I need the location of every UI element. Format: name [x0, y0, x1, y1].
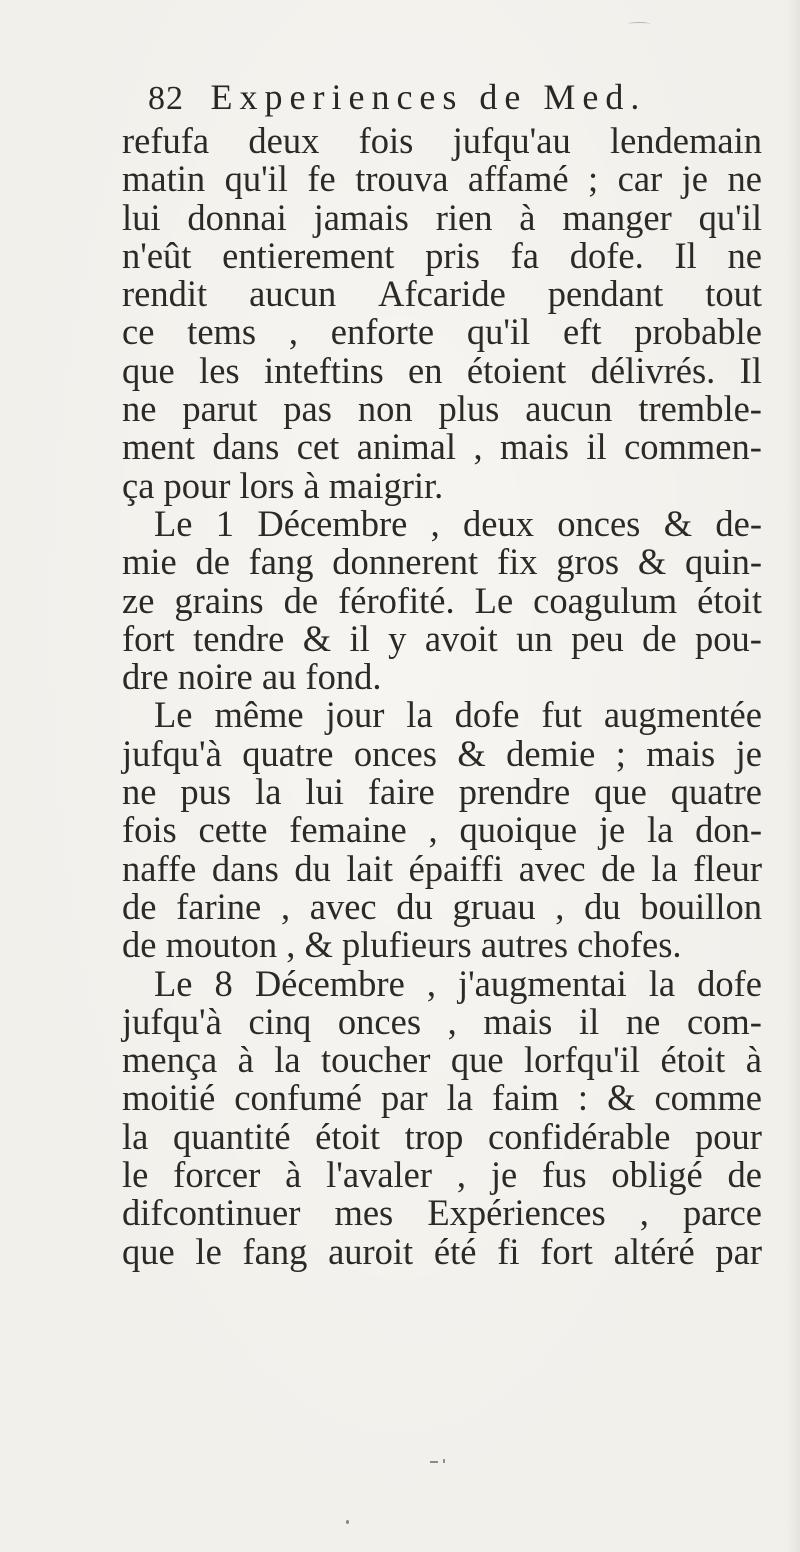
- word: donnerent: [332, 541, 479, 583]
- word: gruau: [452, 885, 536, 927]
- word: été: [433, 1230, 477, 1272]
- word: faim: [491, 1077, 559, 1119]
- word: de: [601, 847, 636, 889]
- word: tems: [187, 311, 257, 353]
- word: épaiffi: [408, 847, 504, 889]
- word: jour: [325, 694, 385, 736]
- word: toucher: [321, 1039, 431, 1081]
- word: rien: [435, 196, 493, 238]
- text-line: [122, 1115, 762, 1157]
- word: un: [516, 617, 553, 659]
- word: les: [199, 349, 240, 391]
- word: fois: [358, 120, 414, 161]
- word: pour: [695, 1115, 762, 1157]
- word: dofe: [697, 962, 762, 1004]
- word: la: [122, 1115, 149, 1157]
- word: tendre: [193, 617, 285, 659]
- word: pendant: [547, 273, 664, 315]
- word: confidérable: [488, 1115, 671, 1157]
- word: quatre: [670, 771, 762, 813]
- word: altéré: [613, 1230, 695, 1272]
- word: augmentée: [603, 694, 762, 736]
- word: jufqu'à: [122, 1000, 222, 1042]
- word: gros: [556, 541, 620, 583]
- text-line: [122, 1230, 762, 1272]
- word: ,: [447, 1000, 457, 1042]
- word: entierement: [222, 234, 395, 276]
- word: Le: [154, 502, 193, 544]
- word: pris: [425, 234, 480, 276]
- word: ne: [122, 771, 157, 813]
- word: de: [122, 885, 157, 927]
- word: onces: [353, 732, 437, 774]
- word: étoit: [697, 579, 762, 621]
- word: &: [663, 502, 693, 544]
- text-line: [122, 847, 762, 889]
- text-line: de mouton , & plufieurs autres chofes.: [122, 924, 682, 966]
- word: la: [255, 771, 282, 813]
- word: fort: [540, 1230, 593, 1272]
- word: trouva: [355, 158, 449, 200]
- word: avoit: [424, 617, 498, 659]
- body-text: [122, 122, 762, 1271]
- word: donnai: [187, 196, 287, 238]
- paragraph-start-line: [122, 696, 762, 734]
- word: eft: [563, 311, 602, 353]
- word: commen-: [624, 426, 762, 468]
- word: ,: [428, 809, 438, 851]
- word: fe: [307, 158, 336, 200]
- text-line: [122, 811, 762, 849]
- word: Le: [474, 579, 514, 621]
- word: car: [617, 158, 663, 200]
- text-line: [122, 543, 762, 581]
- word: ,: [280, 885, 291, 927]
- word: comme: [654, 1077, 762, 1119]
- word: du: [396, 885, 433, 927]
- word: onces: [337, 1000, 422, 1042]
- word: à: [519, 196, 536, 238]
- word: don-: [695, 809, 762, 851]
- word: Décembre: [254, 962, 405, 1004]
- word: y: [388, 617, 407, 659]
- word: il: [586, 426, 607, 468]
- word: coagulum: [533, 579, 678, 621]
- text-line: [122, 885, 762, 927]
- word: probable: [634, 311, 762, 353]
- word: mais: [500, 426, 569, 468]
- word: étoient: [466, 349, 567, 391]
- word: enforte: [330, 311, 435, 353]
- word: qu'il: [224, 158, 288, 200]
- word: cet: [296, 426, 340, 468]
- word: cette: [198, 809, 268, 851]
- text-line: [122, 313, 762, 351]
- word: dofe.: [569, 234, 644, 276]
- word: fi: [497, 1230, 520, 1272]
- word: délivrés.: [590, 349, 716, 391]
- text-line: [122, 732, 762, 774]
- word: par: [381, 1077, 428, 1119]
- text-line: ça pour lors à maigrir.: [122, 464, 444, 506]
- word: rendit: [122, 273, 208, 315]
- word: obligé: [611, 1154, 703, 1196]
- word: il: [349, 617, 370, 659]
- word: qu'il: [698, 196, 762, 238]
- word: je: [735, 732, 762, 774]
- word: ;: [588, 158, 599, 200]
- word: ,: [639, 1192, 649, 1234]
- word: la: [406, 694, 433, 736]
- word: ne: [625, 1000, 661, 1042]
- word: manger: [562, 196, 672, 238]
- word: même: [214, 694, 304, 736]
- word: faire: [367, 771, 435, 813]
- word: la: [648, 962, 676, 1004]
- word: à: [285, 1154, 302, 1196]
- word: que: [594, 771, 647, 813]
- word: mes: [334, 1192, 394, 1234]
- ink-mark: [428, 1458, 452, 1464]
- word: aucun: [525, 388, 613, 430]
- word: Décembre: [257, 502, 408, 544]
- page-number: 82: [148, 80, 184, 117]
- word: :: [577, 1077, 589, 1119]
- word: com-: [686, 1000, 762, 1042]
- word: parut: [182, 388, 258, 430]
- word: ,: [456, 1154, 466, 1196]
- page-edge-shadow: [786, 0, 800, 1552]
- word: que: [122, 1230, 175, 1272]
- word: tremble-: [638, 388, 762, 430]
- word: aucun: [249, 273, 337, 315]
- word: jufqu'à: [122, 732, 222, 774]
- word: j'augmentai: [457, 962, 627, 1004]
- text-line: [122, 275, 762, 313]
- word: deux: [463, 502, 534, 544]
- word: avec: [309, 885, 377, 927]
- word: ne: [122, 388, 157, 430]
- word: jufqu'au: [452, 120, 571, 161]
- word: auroit: [328, 1230, 414, 1272]
- text-line: [122, 349, 762, 391]
- word: bouillon: [640, 885, 762, 927]
- text-line: [122, 390, 762, 428]
- text-line: dre noire au fond.: [122, 656, 382, 698]
- running-title: Experiences de Med.: [210, 77, 647, 117]
- word: mais: [646, 732, 716, 774]
- word: fus: [541, 1154, 587, 1196]
- word: onces: [557, 502, 641, 544]
- word: de: [283, 579, 319, 621]
- text-line: [122, 579, 762, 621]
- paragraph-start-line: [122, 502, 762, 544]
- word: de-: [715, 502, 762, 544]
- word: je: [490, 1154, 518, 1196]
- word: jamais: [313, 196, 409, 238]
- word: prendre: [458, 771, 571, 813]
- word: étoit: [660, 1039, 726, 1081]
- word: pas: [283, 388, 332, 430]
- text-line: [122, 617, 762, 659]
- word: en: [408, 349, 443, 391]
- text-line: [122, 428, 762, 466]
- paper-speck: [628, 22, 650, 26]
- word: fa: [510, 234, 540, 276]
- word: ment: [122, 426, 195, 468]
- word: quoique: [459, 809, 578, 851]
- word: n'eût: [122, 234, 192, 276]
- word: Le: [154, 962, 193, 1004]
- word: demie: [506, 732, 596, 774]
- word: &: [302, 617, 332, 659]
- word: qu'il: [466, 311, 531, 353]
- text-line: [122, 1041, 762, 1079]
- word: quantité: [172, 1115, 291, 1157]
- word: dofe: [454, 694, 520, 736]
- word: à: [745, 1039, 762, 1081]
- word: Expériences: [427, 1192, 606, 1234]
- word: &: [607, 1077, 636, 1119]
- word: 8: [214, 962, 233, 1004]
- word: lendemain: [609, 120, 762, 161]
- word: fang: [248, 541, 314, 583]
- word: lui: [305, 771, 344, 813]
- word: ,: [555, 885, 565, 927]
- paragraph-start-line: [122, 962, 762, 1004]
- word: je: [598, 809, 626, 851]
- word: deux: [248, 120, 320, 161]
- word: à: [237, 1039, 254, 1081]
- word: moitié: [122, 1077, 216, 1119]
- word: étoit: [315, 1115, 381, 1157]
- word: ne: [727, 234, 762, 276]
- word: ce: [122, 311, 155, 353]
- word: fort: [122, 617, 175, 659]
- running-head: [148, 74, 748, 120]
- word: ,: [426, 962, 436, 1004]
- word: de: [642, 617, 677, 659]
- word: inteftins: [264, 349, 384, 391]
- word: peu: [571, 617, 624, 659]
- word: mença: [122, 1039, 218, 1081]
- word: la: [274, 1039, 301, 1081]
- word: la: [646, 809, 674, 851]
- word: lait: [346, 847, 394, 889]
- word: grains: [174, 579, 264, 621]
- paper-speck: [346, 1520, 349, 1524]
- text-line: [122, 1156, 762, 1194]
- word: naffe: [122, 847, 197, 889]
- word: quin-: [684, 541, 762, 583]
- word: affamé: [467, 158, 569, 200]
- word: du: [294, 847, 331, 889]
- word: ze: [122, 579, 155, 621]
- word: trop: [404, 1115, 464, 1157]
- word: cinq: [248, 1000, 312, 1042]
- word: quatre: [242, 732, 334, 774]
- word: la: [446, 1077, 473, 1119]
- word: le: [122, 1154, 149, 1196]
- word: forcer: [173, 1154, 261, 1196]
- text-line: [122, 196, 762, 238]
- text-line: [122, 1079, 762, 1117]
- word: de: [727, 1154, 762, 1196]
- text-line: [122, 122, 762, 160]
- word: férofité.: [338, 579, 455, 621]
- word: avec: [518, 847, 586, 889]
- word: par: [715, 1230, 762, 1272]
- word: du: [584, 885, 621, 927]
- word: que: [450, 1039, 504, 1081]
- word: femaine: [289, 809, 407, 851]
- word: pus: [180, 771, 232, 813]
- word: fut: [541, 694, 582, 736]
- word: &: [637, 541, 667, 583]
- text-line: [122, 1000, 762, 1042]
- word: 1: [215, 502, 235, 544]
- word: fix: [496, 541, 538, 583]
- word: refufa: [122, 120, 210, 161]
- word: Le: [154, 694, 193, 736]
- word: confumé: [234, 1077, 362, 1119]
- word: ,: [288, 311, 298, 353]
- word: Il: [739, 349, 762, 391]
- word: je: [681, 158, 708, 200]
- word: tout: [705, 273, 762, 315]
- word: la: [651, 847, 678, 889]
- word: parce: [682, 1192, 762, 1234]
- word: Il: [674, 234, 697, 276]
- text-line: [122, 773, 762, 811]
- word: le: [195, 1230, 222, 1272]
- word: ,: [430, 502, 440, 544]
- word: pou-: [695, 617, 762, 659]
- word: fang: [242, 1230, 308, 1272]
- word: plus: [438, 388, 500, 430]
- word: il: [578, 1000, 600, 1042]
- word: matin: [122, 158, 206, 200]
- word: difcontinuer: [122, 1192, 301, 1234]
- word: l'avaler: [326, 1154, 433, 1196]
- word: Afcaride: [378, 273, 506, 315]
- word: &: [457, 732, 486, 774]
- word: dans: [211, 847, 279, 889]
- word: ;: [615, 732, 626, 774]
- word: fleur: [693, 847, 762, 889]
- word: mie: [122, 541, 177, 583]
- text-line: [122, 234, 762, 276]
- word: fois: [122, 809, 177, 851]
- text-line: [122, 1194, 762, 1232]
- word: que: [122, 349, 175, 391]
- text-line: [122, 160, 762, 198]
- word: dans: [212, 426, 280, 468]
- word: animal: [356, 426, 457, 468]
- word: ,: [473, 426, 483, 468]
- word: de: [195, 541, 230, 583]
- word: ne: [727, 158, 762, 200]
- word: mais: [483, 1000, 553, 1042]
- word: non: [357, 388, 413, 430]
- word: lui: [122, 196, 161, 238]
- word: farine: [176, 885, 262, 927]
- word: lorfqu'il: [523, 1039, 641, 1081]
